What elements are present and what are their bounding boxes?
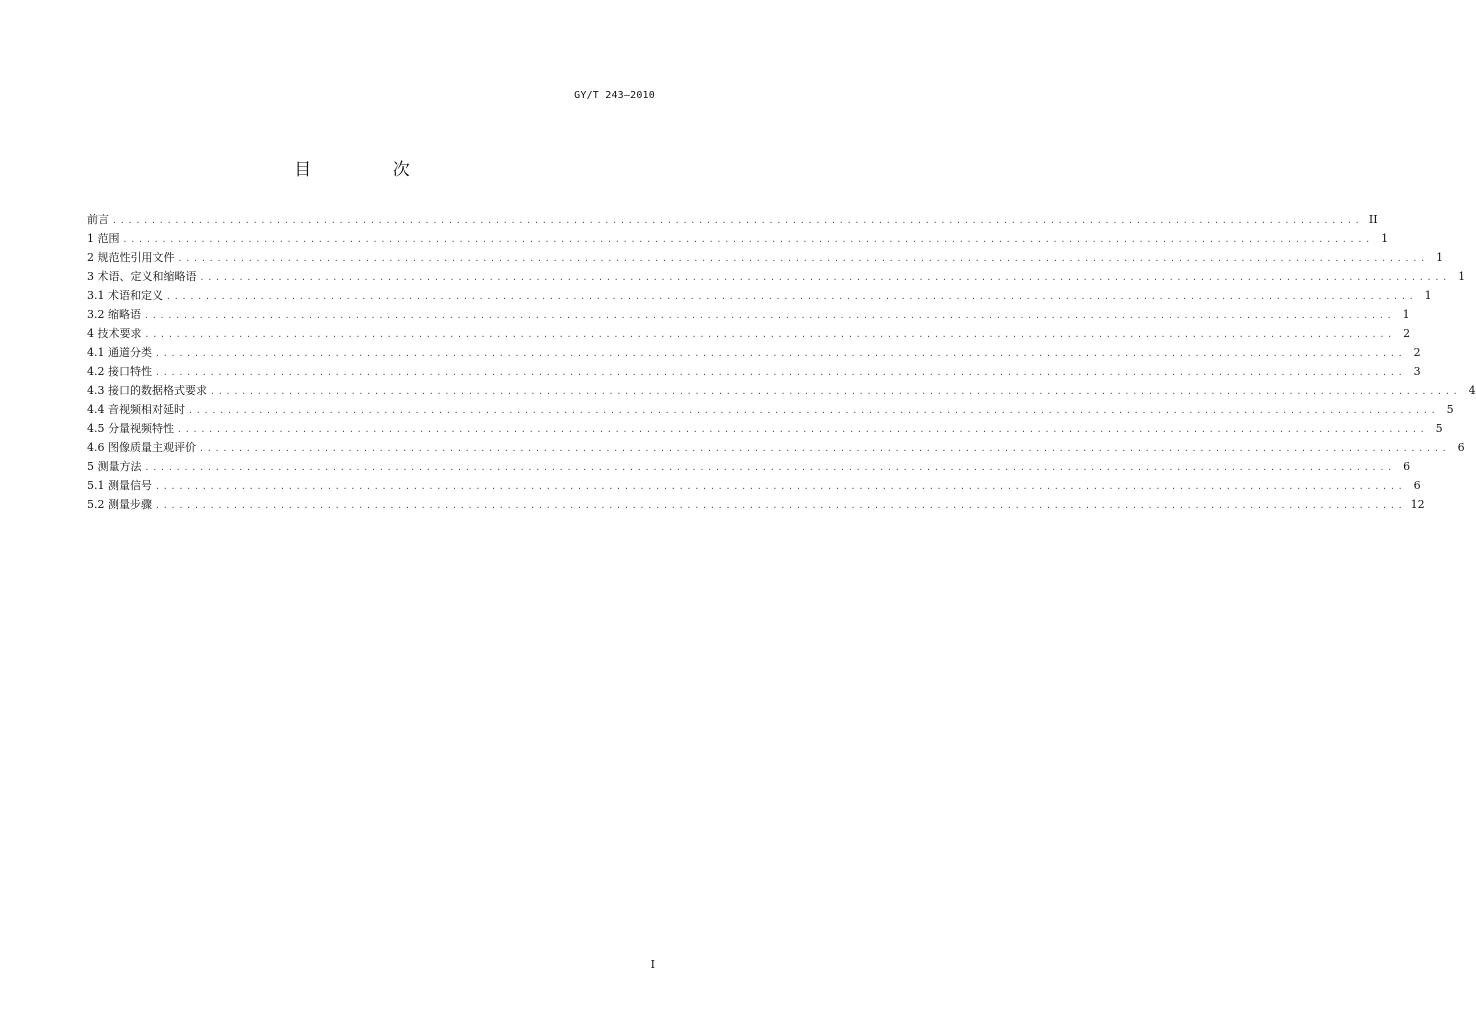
- toc-entry-measurement-methods[interactable]: [87, 457, 1411, 476]
- toc-entry-label: 5.1 测量信号: [87, 479, 152, 492]
- toc-leader-dots: ................................................................................................................................................................: [122, 235, 1374, 244]
- toc-entry-page: 3: [1413, 365, 1421, 378]
- toc-entry-page: 1: [1381, 232, 1389, 245]
- toc-entry-av-relative-delay[interactable]: [87, 400, 1454, 419]
- toc-entry-technical-requirements[interactable]: [87, 324, 1411, 343]
- toc-leader-dots: ................................................................................................................................................................: [199, 273, 1451, 282]
- toc-entry-label: 3.2 缩略语: [87, 308, 141, 321]
- toc-entry-page: 2: [1403, 327, 1411, 340]
- toc-leader-dots: ................................................................................................................................................................: [155, 501, 1406, 510]
- toc-entry-terms-definitions[interactable]: [87, 286, 1432, 305]
- toc-leader-dots: ................................................................................................................................................................: [144, 463, 1396, 472]
- toc-leader-dots: ................................................................................................................................................................: [188, 406, 1439, 415]
- toc-entry-page: 12: [1410, 498, 1425, 511]
- toc-entry-page: 6: [1413, 479, 1421, 492]
- toc-entry-page: 1: [1436, 251, 1444, 264]
- toc-leader-dots: ................................................................................................................................................................: [177, 254, 1429, 263]
- toc-entry-label: 4.3 接口的数据格式要求: [87, 384, 207, 397]
- toc-entry-label: 3.1 术语和定义: [87, 289, 163, 302]
- toc-entry-label: 5.2 测量步骤: [87, 498, 152, 511]
- toc-entry-normative-references[interactable]: [87, 248, 1444, 267]
- toc-entry-page: 5: [1446, 403, 1454, 416]
- toc-entry-label: 5 测量方法: [87, 460, 142, 473]
- toc-leader-dots: ................................................................................................................................................................: [155, 368, 1406, 377]
- toc-leader-dots: ................................................................................................................................................................: [112, 216, 1363, 225]
- toc-leader-dots: ................................................................................................................................................................: [155, 349, 1406, 358]
- toc-entry-interface-data-format[interactable]: [87, 381, 1476, 400]
- toc-entry-label: 4.2 接口特性: [87, 365, 152, 378]
- toc-entry-label: 前言: [87, 213, 109, 226]
- toc-entry-label: 4 技术要求: [87, 327, 142, 340]
- toc-entry-page: 4: [1468, 384, 1476, 397]
- toc-entry-label: 3 术语、定义和缩略语: [87, 270, 197, 283]
- toc-entry-subjective-evaluation[interactable]: [87, 438, 1465, 457]
- toc-entry-measurement-signals[interactable]: [87, 476, 1421, 495]
- toc-entry-label: 4.1 通道分类: [87, 346, 152, 359]
- toc-entry-label: 1 范围: [87, 232, 120, 245]
- toc-leader-dots: ................................................................................................................................................................: [210, 387, 1461, 396]
- toc-entry-page: 1: [1458, 270, 1466, 283]
- toc-entry-page: 2: [1413, 346, 1421, 359]
- toc-leader-dots: ................................................................................................................................................................: [166, 292, 1417, 301]
- toc-entry-terms-definitions-abbreviations[interactable]: [87, 267, 1466, 286]
- toc-entry-page: 1: [1402, 308, 1410, 321]
- toc-entry-measurement-steps[interactable]: [87, 495, 1425, 514]
- table-of-contents: [87, 210, 1476, 514]
- toc-entry-page: 6: [1403, 460, 1411, 473]
- toc-leader-dots: ................................................................................................................................................................: [144, 330, 1396, 339]
- toc-leader-dots: ................................................................................................................................................................: [199, 444, 1450, 453]
- toc-entry-page: II: [1368, 213, 1378, 226]
- toc-entry-label: 4.6 图像质量主观评价: [87, 441, 196, 454]
- toc-leader-dots: ................................................................................................................................................................: [177, 425, 1428, 434]
- toc-entry-component-video[interactable]: [87, 419, 1443, 438]
- toc-leader-dots: ................................................................................................................................................................: [144, 311, 1395, 320]
- toc-entry-page: 6: [1457, 441, 1465, 454]
- page-title: 目 次: [294, 160, 448, 180]
- toc-entry-channel-classification[interactable]: [87, 343, 1421, 362]
- toc-entry-foreword[interactable]: [87, 210, 1378, 229]
- page-number: I: [650, 958, 655, 971]
- toc-entry-label: 2 规范性引用文件: [87, 251, 175, 264]
- toc-leader-dots: ................................................................................................................................................................: [155, 482, 1406, 491]
- toc-entry-abbreviations[interactable]: [87, 305, 1410, 324]
- standard-code: GY/T 243—2010: [574, 90, 655, 101]
- toc-entry-page: 5: [1435, 422, 1443, 435]
- toc-entry-label: 4.4 音视频相对延时: [87, 403, 185, 416]
- toc-entry-page: 1: [1424, 289, 1432, 302]
- toc-entry-label: 4.5 分量视频特性: [87, 422, 174, 435]
- toc-entry-interface-characteristics[interactable]: [87, 362, 1421, 381]
- toc-entry-scope[interactable]: [87, 229, 1389, 248]
